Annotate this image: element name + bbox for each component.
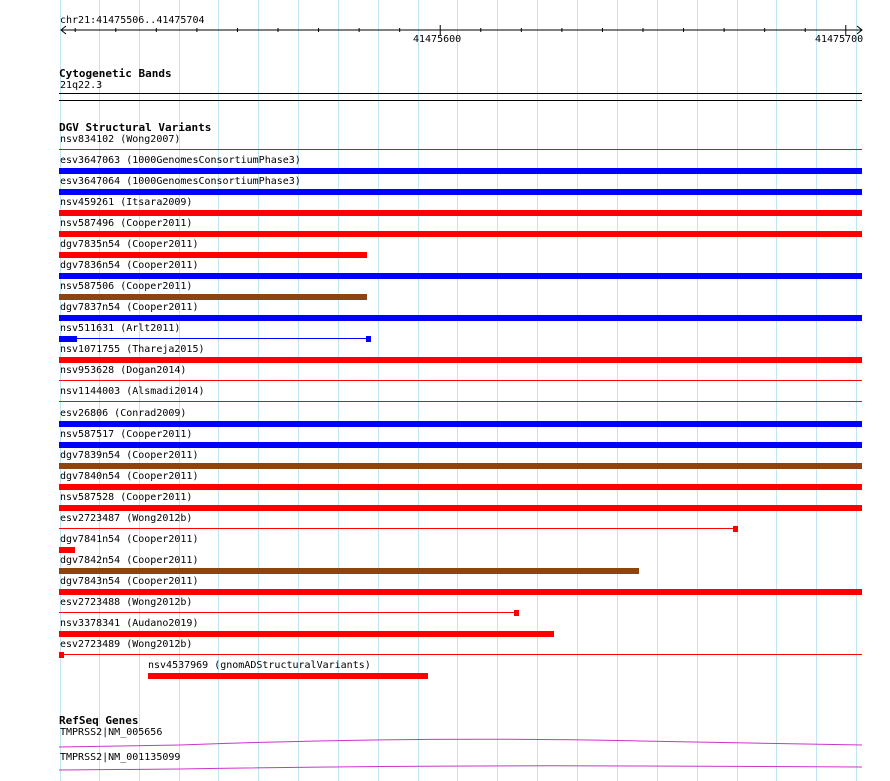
variant-bar[interactable] xyxy=(59,189,862,195)
gene-label[interactable]: TMPRSS2|NM_005656 xyxy=(60,727,163,738)
variant-bar[interactable] xyxy=(59,315,862,321)
gridline xyxy=(537,0,538,781)
variant-label[interactable]: esv2723489 (Wong2012b) xyxy=(60,639,193,650)
variant-label[interactable]: nsv587496 (Cooper2011) xyxy=(60,218,193,229)
variant-label[interactable]: nsv587506 (Cooper2011) xyxy=(60,281,193,292)
variant-bar[interactable] xyxy=(59,294,367,300)
refseq-track-title[interactable]: RefSeq Genes xyxy=(59,714,139,727)
variant-bar[interactable] xyxy=(59,568,639,574)
ruler-tick-label-41475700: 41475700 xyxy=(815,34,864,45)
gridline xyxy=(577,0,578,781)
variant-end-block xyxy=(733,526,738,532)
variant-label[interactable]: dgv7843n54 (Cooper2011) xyxy=(60,576,199,587)
variant-label[interactable]: esv2723487 (Wong2012b) xyxy=(60,513,193,524)
variant-label[interactable]: dgv7839n54 (Cooper2011) xyxy=(60,450,199,461)
variant-bar[interactable] xyxy=(59,505,862,511)
variant-line[interactable] xyxy=(59,528,736,529)
variant-bar[interactable] xyxy=(59,589,862,595)
cytoband-label: 21q22.3 xyxy=(60,80,103,91)
gridline xyxy=(737,0,738,781)
variant-bar[interactable] xyxy=(148,673,428,679)
variant-end-block xyxy=(514,610,519,616)
variant-bar[interactable] xyxy=(59,210,862,216)
gridline xyxy=(457,0,458,781)
gridline xyxy=(856,0,857,781)
variant-line[interactable] xyxy=(59,401,862,402)
variant-label[interactable]: esv26806 (Conrad2009) xyxy=(60,408,187,419)
gene-label[interactable]: TMPRSS2|NM_001135099 xyxy=(60,752,181,763)
variant-block xyxy=(59,336,77,342)
cytoband-band-line[interactable] xyxy=(59,93,862,94)
variant-label[interactable]: nsv4537969 (gnomADStructuralVariants) xyxy=(148,660,371,671)
gridline xyxy=(497,0,498,781)
gridline xyxy=(418,0,419,781)
variant-bar[interactable] xyxy=(59,252,367,258)
variant-label[interactable]: dgv7837n54 (Cooper2011) xyxy=(60,302,199,313)
gridline xyxy=(378,0,379,781)
ruler-range-label: chr21:41475506..41475704 xyxy=(60,15,205,26)
variant-bar[interactable] xyxy=(59,357,862,363)
variant-label[interactable]: esv3647063 (1000GenomesConsortiumPhase3) xyxy=(60,155,301,166)
variant-label[interactable]: esv3647064 (1000GenomesConsortiumPhase3) xyxy=(60,176,301,187)
variant-label[interactable]: dgv7835n54 (Cooper2011) xyxy=(60,239,199,250)
variant-label[interactable]: nsv511631 (Arlt2011) xyxy=(60,323,181,334)
ruler-tick-label-41475600: 41475600 xyxy=(413,34,462,45)
variant-end-block xyxy=(366,336,371,342)
variant-label[interactable]: nsv587528 (Cooper2011) xyxy=(60,492,193,503)
variant-label[interactable]: nsv3378341 (Audano2019) xyxy=(60,618,199,629)
track-separator xyxy=(59,100,862,101)
variant-bar[interactable] xyxy=(59,273,862,279)
variant-line[interactable] xyxy=(59,338,367,339)
gridline xyxy=(816,0,817,781)
gridline xyxy=(776,0,777,781)
variant-line[interactable] xyxy=(59,380,862,381)
variant-label[interactable]: nsv1071755 (Thareja2015) xyxy=(60,344,205,355)
variant-start-block xyxy=(59,652,64,658)
variant-bar[interactable] xyxy=(59,231,862,237)
gridline xyxy=(617,0,618,781)
variant-bar[interactable] xyxy=(59,421,862,427)
gridline xyxy=(657,0,658,781)
variant-bar[interactable] xyxy=(59,484,862,490)
variant-label[interactable]: nsv953628 (Dogan2014) xyxy=(60,365,187,376)
variant-label[interactable]: dgv7840n54 (Cooper2011) xyxy=(60,471,199,482)
variant-bar[interactable] xyxy=(59,442,862,448)
variant-bar[interactable] xyxy=(59,631,554,637)
variant-line[interactable] xyxy=(59,654,862,655)
variant-line[interactable] xyxy=(59,149,862,150)
variant-bar[interactable] xyxy=(59,463,862,469)
variant-bar[interactable] xyxy=(59,168,862,174)
variant-label[interactable]: nsv459261 (Itsara2009) xyxy=(60,197,193,208)
variant-label[interactable]: dgv7841n54 (Cooper2011) xyxy=(60,534,199,545)
variant-label[interactable]: nsv1144003 (Alsmadi2014) xyxy=(60,386,205,397)
variant-label[interactable]: esv2723488 (Wong2012b) xyxy=(60,597,193,608)
variant-line[interactable] xyxy=(59,612,517,613)
dgv-track-title[interactable]: DGV Structural Variants xyxy=(59,121,212,134)
variant-bar[interactable] xyxy=(59,547,75,553)
variant-label[interactable]: dgv7836n54 (Cooper2011) xyxy=(60,260,199,271)
gridline xyxy=(697,0,698,781)
cytoband-track-title[interactable]: Cytogenetic Bands xyxy=(59,67,172,80)
variant-label[interactable]: nsv834102 (Wong2007) xyxy=(60,134,181,145)
variant-label[interactable]: dgv7842n54 (Cooper2011) xyxy=(60,555,199,566)
variant-label[interactable]: nsv587517 (Cooper2011) xyxy=(60,429,193,440)
